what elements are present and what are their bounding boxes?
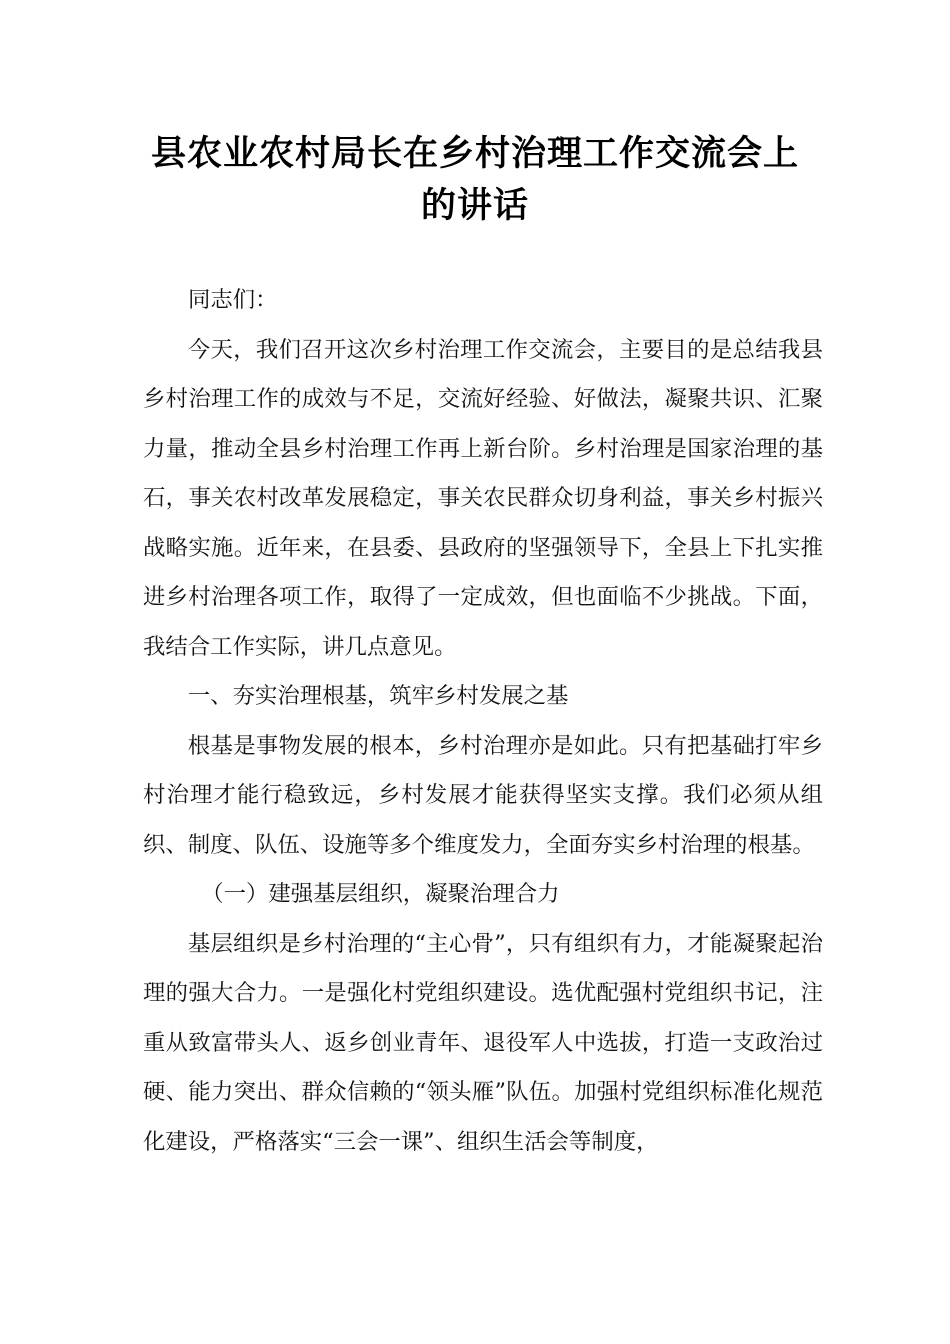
document-title-line-2: 的讲话 <box>420 186 529 226</box>
document-title-line-1: 县农业农村局长在乡村治理工作交流会上 <box>150 134 799 174</box>
section-heading-1: 一、夯实治理根基，筑牢乡村发展之基 <box>187 683 569 709</box>
paragraph-organization: 基层组织是乡村治理的“主心骨”，只有组织有力，才能凝聚起治理的强大合力。一是强化村党组织建设。选优配强村党组织书记，注重从致富带头人、返乡创业青年、退役军人中选拔，打造一支政治过硬、能力突出、群众信赖的“领头雁”队伍。加强村党组织标准化规范化建设，严格落实“三会一课”、组织生活会等制度， <box>143 930 823 1155</box>
document-title <box>130 128 820 232</box>
subsection-heading-1: （一）建强基层组织，凝聚治理合力 <box>201 881 560 907</box>
paragraph-intro: 今天，我们召开这次乡村治理工作交流会，主要目的是总结我县乡村治理工作的成效与不足，交流好经验、好做法，凝聚共识、汇聚力量，推动全县乡村治理工作再上新台阶。乡村治理是国家治理的基石，事关农村改革发展稳定，事关农民群众切身利益，事关乡村振兴战略实施。近年来，在县委、县政府的坚强领导下，全县上下扎实推进乡村治理各项工作，取得了一定成效，但也面临不少挑战。下面，我结合工作实际，讲几点意见。 <box>143 336 823 660</box>
document-body <box>143 276 823 1167</box>
salutation: 同志们： <box>188 287 278 313</box>
paragraph-foundation: 根基是事物发展的根本，乡村治理亦是如此。只有把基础打牢乡村治理才能行稳致远，乡村发展才能获得坚实支撑。我们必须从组织、制度、队伍、设施等多个维度发力，全面夯实乡村治理的根基。 <box>143 732 823 858</box>
